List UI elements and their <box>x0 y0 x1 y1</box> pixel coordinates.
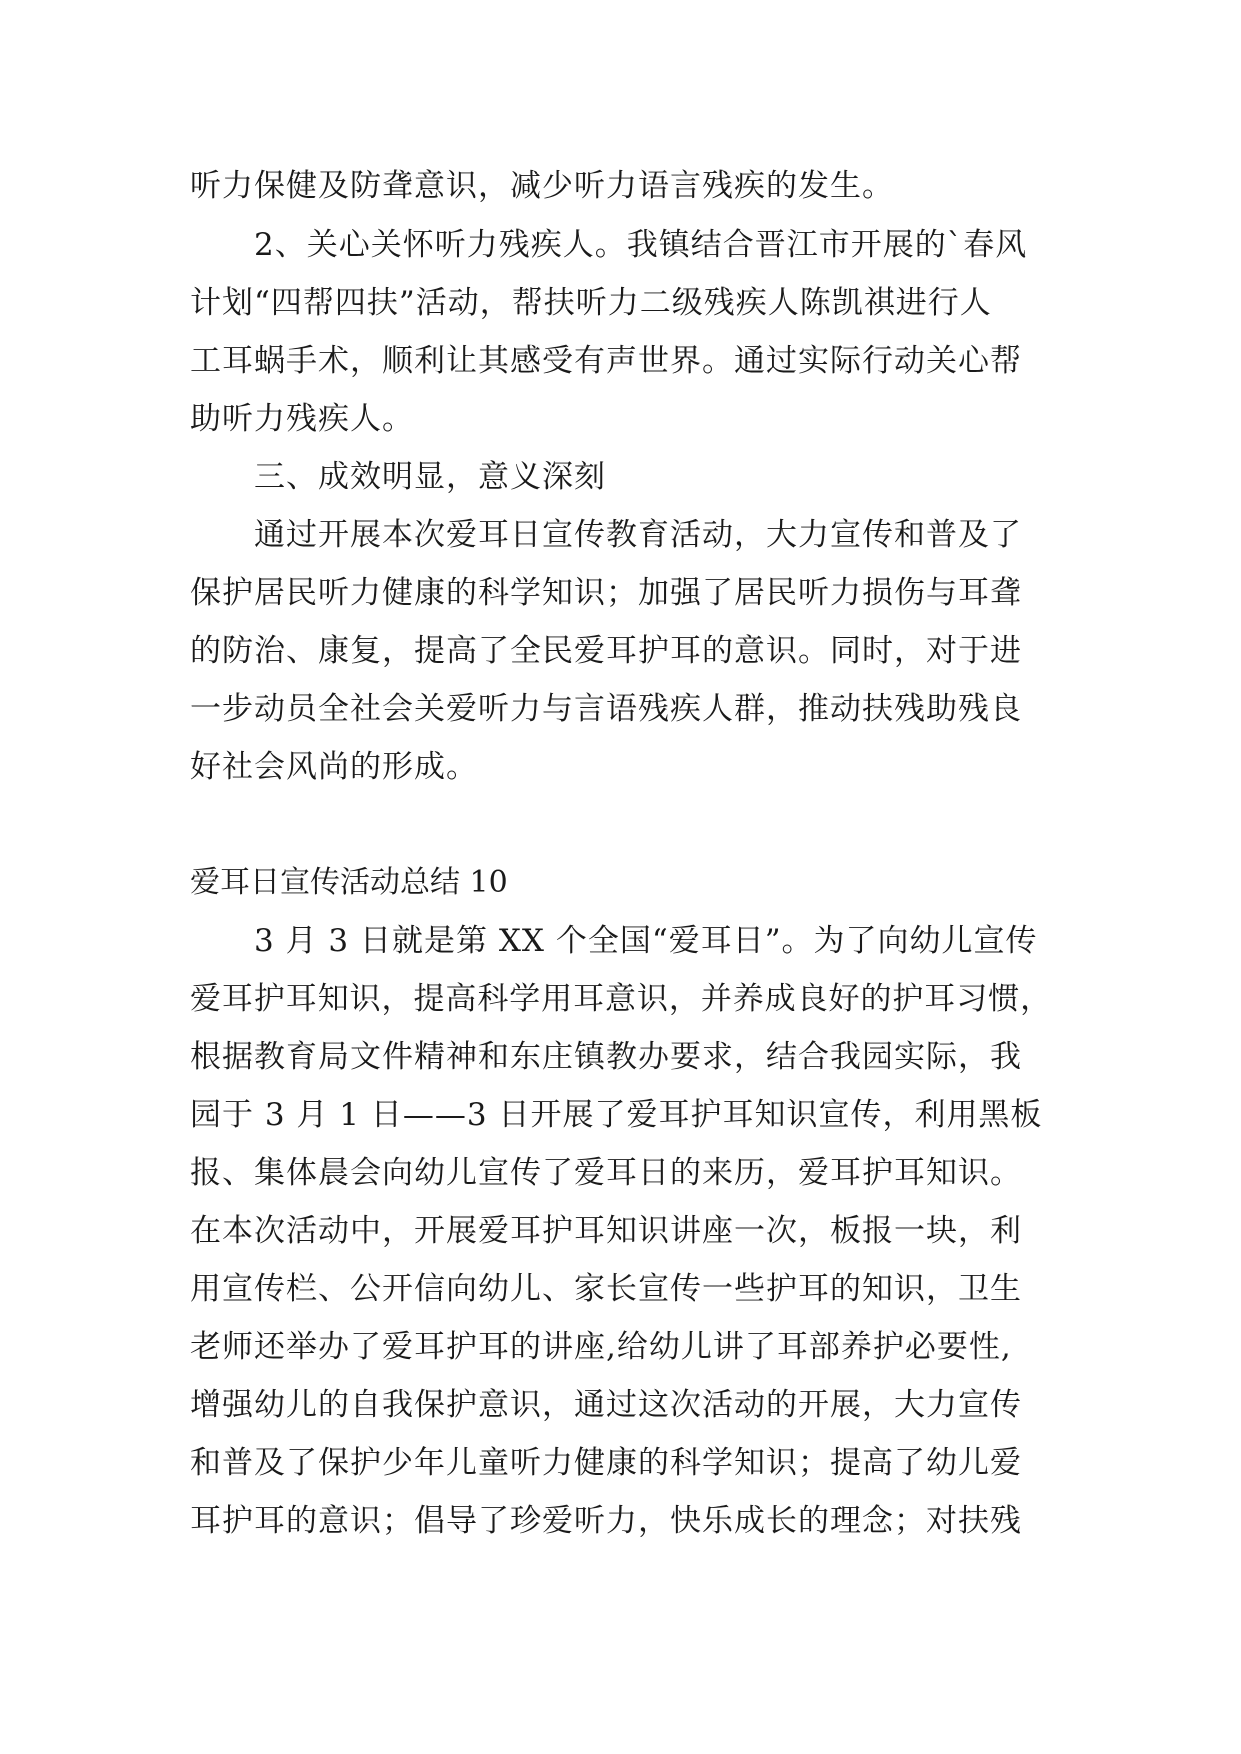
text-line: 保护居民听力健康的科学知识；加强了居民听力损伤与耳聋 <box>190 575 1022 611</box>
text-line: 通过开展本次爱耳日宣传教育活动，大力宣传和普及了 <box>254 517 1022 553</box>
text-line: 一步动员全社会关爱听力与言语残疾人群，推动扶残助残良 <box>190 691 1022 727</box>
text-line: 助听力残疾人。 <box>190 401 414 437</box>
text-line: 3 月 3 日就是第 XX 个全国“爱耳日”。为了向幼儿宣传 <box>254 923 1038 959</box>
article-title: 爱耳日宣传活动总结 10 <box>190 865 508 900</box>
text-line: 的防治、康复，提高了全民爱耳护耳的意识。同时，对于进 <box>190 633 1022 669</box>
text-line: 听力保健及防聋意识，减少听力语言残疾的发生。 <box>190 168 894 204</box>
text-line: 根据教育局文件精神和东庄镇教办要求，结合我园实际，我 <box>190 1039 1022 1075</box>
text-line: 增强幼儿的自我保护意识，通过这次活动的开展，大力宣传 <box>190 1387 1022 1423</box>
text-line: 好社会风尚的形成。 <box>190 749 478 785</box>
list-item-heading: 2、关心关怀听力残疾人。我镇结合晋江市开展的`春风 <box>254 227 1028 263</box>
text-line: 用宣传栏、公开信向幼儿、家长宣传一些护耳的知识，卫生 <box>190 1271 1022 1307</box>
text-line: 耳护耳的意识；倡导了珍爱听力，快乐成长的理念；对扶残 <box>190 1503 1022 1539</box>
text-line: 工耳蜗手术，顺利让其感受有声世界。通过实际行动关心帮 <box>190 343 1022 379</box>
text-line: 计划“四帮四扶”活动，帮扶听力二级残疾人陈凯祺进行人 <box>190 285 992 321</box>
text-line: 报、集体晨会向幼儿宣传了爱耳日的来历，爱耳护耳知识。 <box>190 1155 1022 1191</box>
text-line: 园于 3 月 1 日——3 日开展了爱耳护耳知识宣传，利用黑板 <box>190 1097 1043 1133</box>
text-line: 在本次活动中，开展爱耳护耳知识讲座一次，板报一块，利 <box>190 1213 1022 1249</box>
section-heading: 三、成效明显，意义深刻 <box>254 459 606 495</box>
text-line: 和普及了保护少年儿童听力健康的科学知识；提高了幼儿爱 <box>190 1445 1022 1481</box>
text-line: 爱耳护耳知识，提高科学用耳意识，并养成良好的护耳习惯， <box>190 981 1052 1017</box>
text-line: 老师还举办了爱耳护耳的讲座,给幼儿讲了耳部养护必要性, <box>190 1329 1012 1365</box>
